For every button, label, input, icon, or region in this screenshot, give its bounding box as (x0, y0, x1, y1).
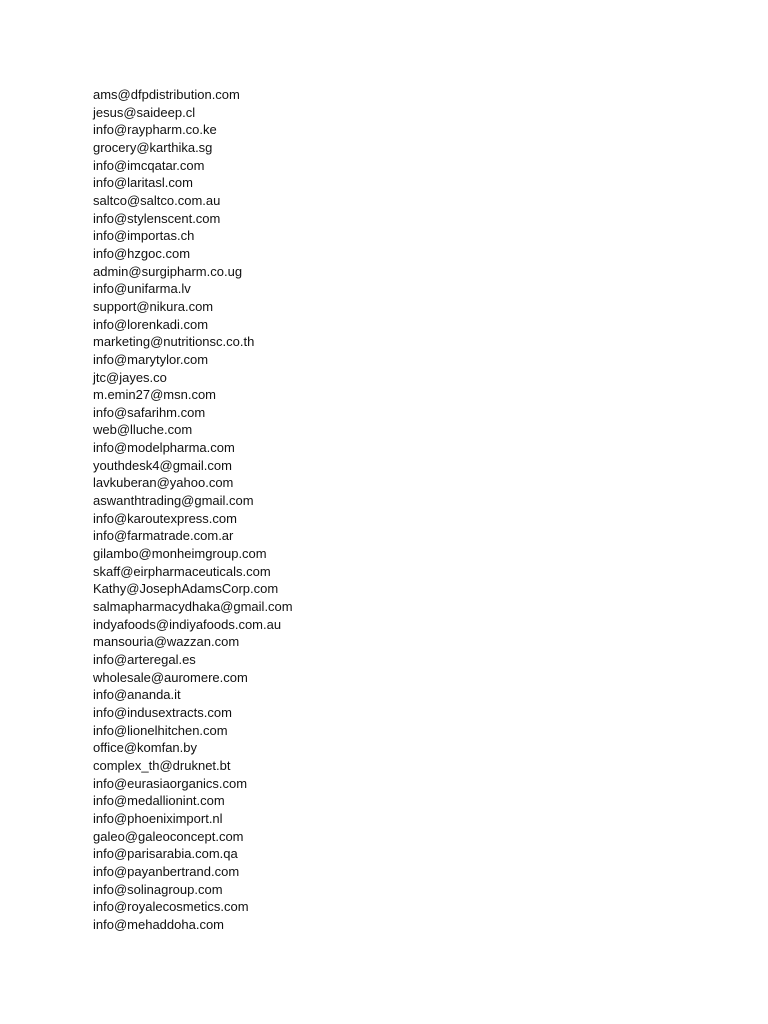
email-line: info@phoeniximport.nl (93, 810, 223, 826)
email-line: info@raypharm.co.ke (93, 122, 217, 138)
email-line: info@arteregal.es (93, 652, 196, 667)
email-line: grocery@karthika.sg (93, 139, 213, 155)
email-line: info@modelpharma.com (93, 440, 235, 456)
email-list (93, 86, 293, 934)
email-line: complex_th@druknet.bt (93, 757, 231, 773)
email-line: wholesale@auromere.com (93, 669, 248, 685)
email-line: info@indusextracts.com (93, 704, 232, 720)
email-line: info@lorenkadi.com (93, 316, 209, 332)
email-line: info@unifarma.lv (93, 281, 191, 297)
email-line: info@lionelhitchen.com (93, 722, 228, 738)
email-line: marketing@nutritionsc.co.th (93, 334, 255, 350)
email-line: Kathy@JosephAdamsCorp.com (93, 581, 279, 597)
email-line: info@payanbertrand.com (93, 863, 240, 879)
email-line: support@nikura.com (93, 298, 214, 314)
email-line: admin@surgipharm.co.ug (93, 263, 243, 279)
email-line: lavkuberan@yahoo.com (93, 475, 234, 491)
email-line: skaff@eirpharmaceuticals.com (93, 563, 271, 579)
email-line: info@laritasl.com (93, 175, 193, 191)
email-line: web@lluche.com (93, 422, 193, 438)
email-line: info@karoutexpress.com (93, 510, 237, 526)
email-line: jesus@saideep.cl (93, 104, 196, 120)
email-line: ams@dfpdistribution.com (93, 87, 240, 102)
email-line: info@solinagroup.com (93, 881, 223, 897)
email-line: mansouria@wazzan.com (93, 634, 240, 650)
email-line: galeo@galeoconcept.com (93, 828, 244, 844)
email-line: info@farmatrade.com.ar (93, 528, 234, 544)
email-line: office@komfan.by (93, 740, 198, 756)
email-line: jtc@jayes.co (93, 369, 167, 385)
email-line: aswanthtrading@gmail.com (93, 493, 254, 509)
email-line: info@safarihm.com (93, 404, 206, 420)
email-line: info@royalecosmetics.com (93, 899, 249, 915)
email-line: info@eurasiaorganics.com (93, 775, 248, 791)
email-line: info@importas.ch (93, 228, 195, 244)
email-line: info@mehaddoha.com (93, 916, 224, 932)
email-line: info@medallionint.com (93, 793, 225, 809)
email-line: info@ananda.it (93, 687, 181, 703)
email-line: info@imcqatar.com (93, 157, 205, 173)
email-line: info@stylenscent.com (93, 210, 221, 226)
email-line: gilambo@monheimgroup.com (93, 546, 267, 562)
email-line: m.emin27@msn.com (93, 387, 217, 403)
email-line: info@parisarabia.com.qa (93, 846, 238, 862)
email-line: info@marytylor.com (93, 351, 209, 367)
email-line: indyafoods@indiyafoods.com.au (93, 616, 282, 632)
email-line: youthdesk4@gmail.com (93, 457, 232, 473)
email-line: saltco@saltco.com.au (93, 192, 221, 208)
email-line: salmapharmacydhaka@gmail.com (93, 599, 293, 615)
email-line: info@hzgoc.com (93, 245, 191, 261)
